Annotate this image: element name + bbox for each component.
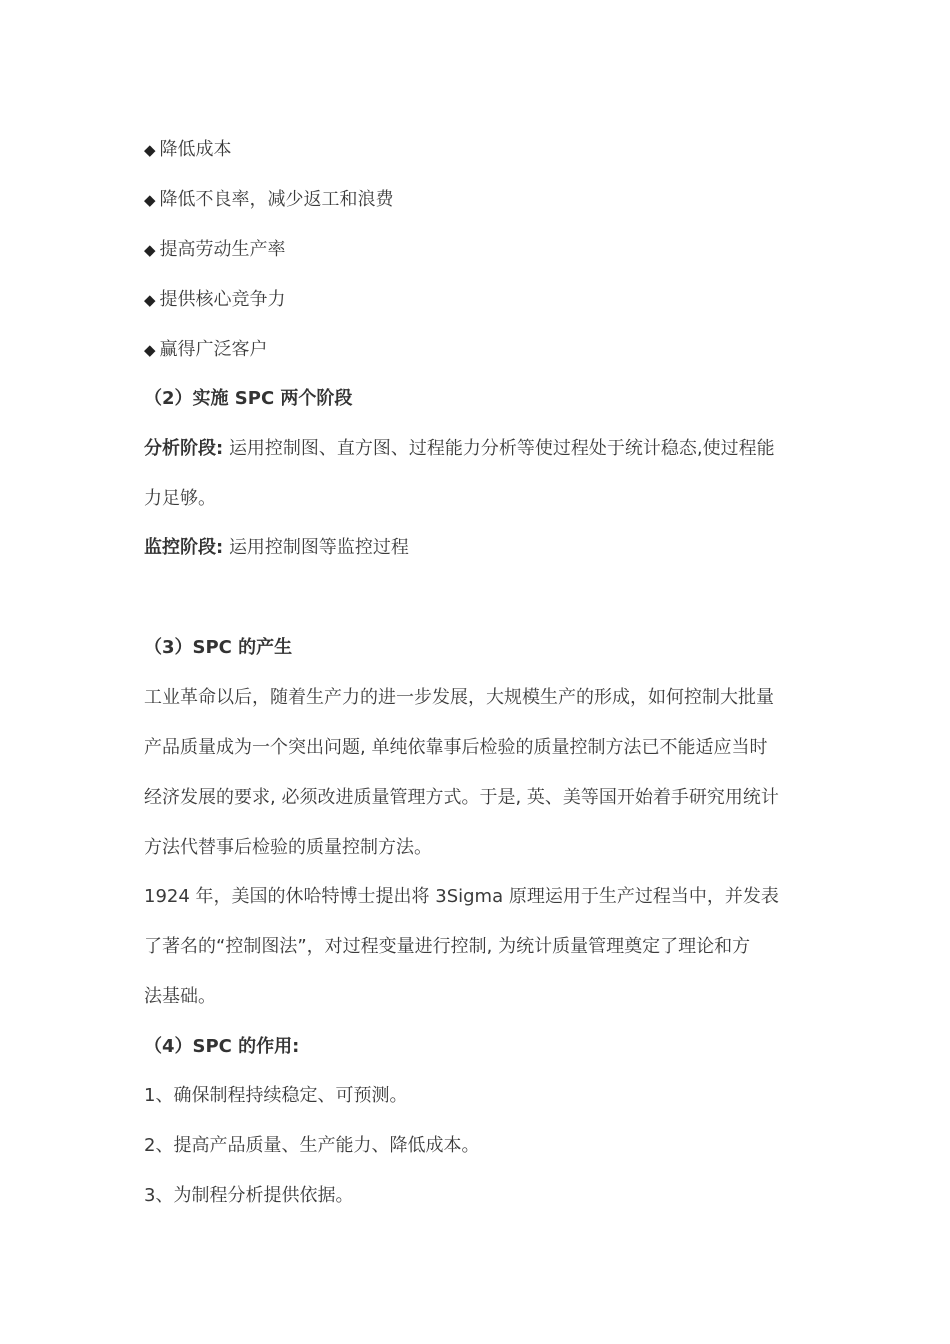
monitor-phase-line [144,535,810,561]
diamond-bullet-icon: ◆ [144,191,156,209]
bullet-text: 提供核心竞争力 [159,289,286,310]
section-heading-spc-origin: （3）SPC 的产生 [144,637,293,658]
bullet-text: 赢得广泛客户 [159,339,268,360]
numbered-item: 1、确保制程持续稳定、可预测。 [144,1085,408,1106]
paragraph-line: 工业革命以后，随着生产力的进一步发展，大规模生产的形成，如何控制大批量 [144,687,774,708]
bullet-item [144,187,810,213]
numbered-item: 2、提高产品质量、生产能力、降低成本。 [144,1135,480,1156]
paragraph-line: 产品质量成为一个突出问题, 单纯依靠事后检验的质量控制方法已不能适应当时 [144,737,768,758]
diamond-bullet-icon: ◆ [144,291,156,309]
paragraph-line: 经济发展的要求, 必须改进质量管理方式。于是, 英、美等国开始着手研究用统计 [144,787,779,808]
section-heading-spc-role: （4）SPC 的作用: [144,1036,300,1057]
bullet-item [144,137,810,163]
analysis-phase-label: 分析阶段: [144,438,224,459]
monitor-phase-label: 监控阶段: [144,537,224,558]
bullet-text: 降低成本 [159,139,232,160]
paragraph-line: 法基础。 [144,986,216,1007]
numbered-item: 3、为制程分析提供依据。 [144,1185,354,1206]
monitor-phase-text: 运用控制图等监控过程 [228,537,409,558]
analysis-phase-line-cont: 力足够。 [144,488,216,509]
section-heading-spc-phases: （2）实施 SPC 两个阶段 [144,388,353,409]
bullet-item [144,287,810,313]
diamond-bullet-icon: ◆ [144,341,156,359]
analysis-phase-text: 运用控制图、直方图、过程能力分析等使过程处于统计稳态,使过程能 [228,438,775,459]
analysis-phase-line [144,436,810,462]
paragraph-line: 方法代替事后检验的质量控制方法。 [144,837,432,858]
paragraph-line: 1924 年，美国的休哈特博士提出将 3Sigma 原理运用于生产过程当中，并发表 [144,886,779,907]
paragraph-line: 了著名的“控制图法”，对过程变量进行控制, 为统计质量管理奠定了理论和方 [144,936,751,957]
bullet-item [144,337,810,363]
diamond-bullet-icon: ◆ [144,141,156,159]
bullet-text: 降低不良率，减少返工和浪费 [159,189,394,210]
diamond-bullet-icon: ◆ [144,241,156,259]
bullet-item [144,237,810,263]
bullet-text: 提高劳动生产率 [159,239,286,260]
